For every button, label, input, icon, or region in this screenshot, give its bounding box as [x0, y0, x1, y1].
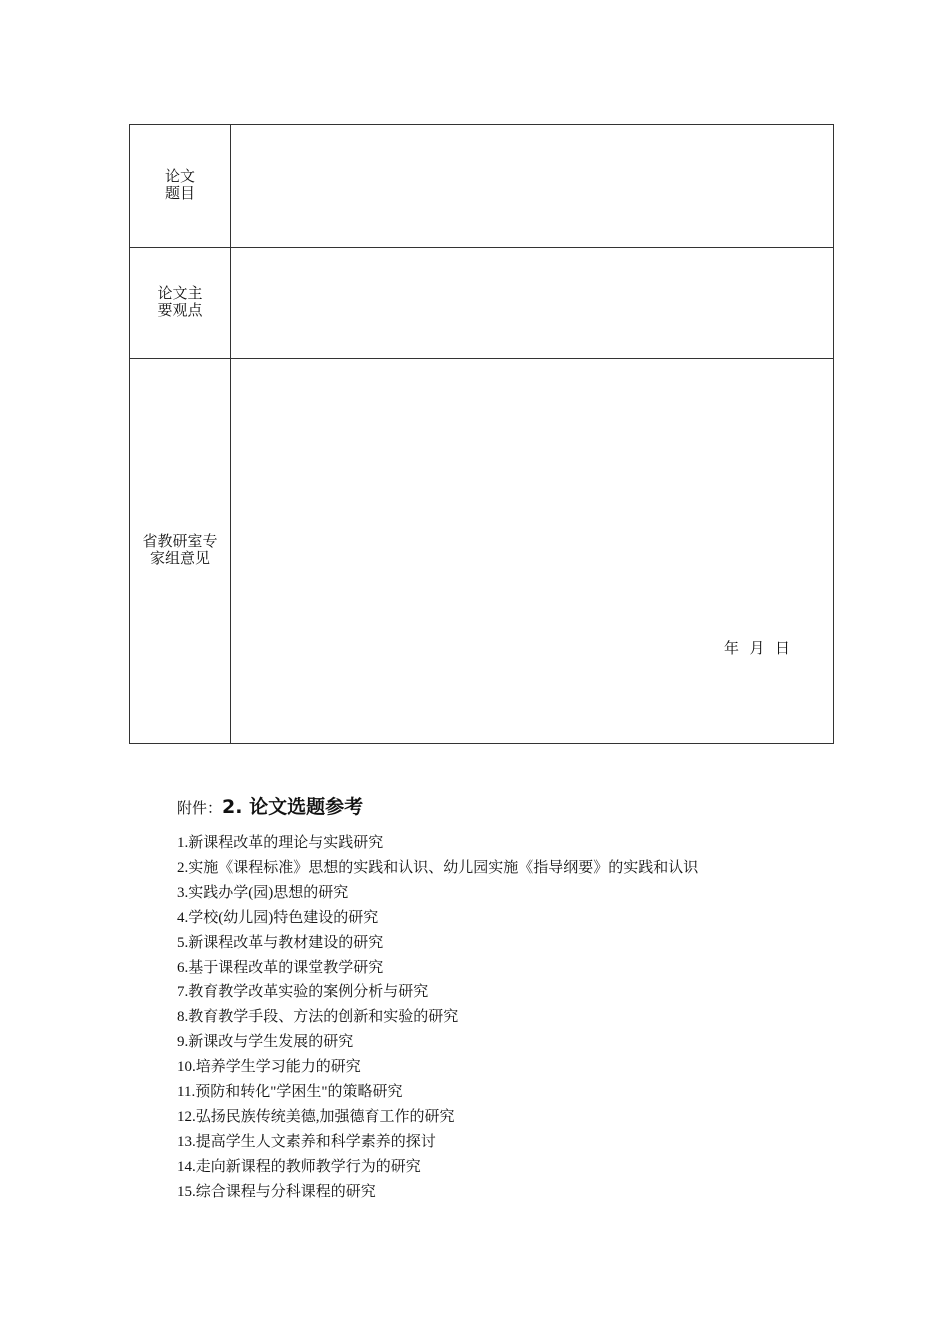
label-cell-title — [130, 125, 231, 248]
list-item: 13.提高学生人文素养和科学素养的探讨 — [177, 1133, 436, 1150]
field-paper-title[interactable] — [231, 125, 834, 248]
list-item: 4.学校(幼儿园)特色建设的研究 — [177, 909, 379, 926]
appendix-title: 2. 论文选题参考 — [222, 796, 364, 818]
appendix-heading — [177, 792, 877, 819]
list-item: 1.新课程改革的理论与实践研究 — [177, 835, 384, 851]
label-expert-opinion: 省教研室专家组意见 — [142, 534, 218, 567]
appendix-prefix: 附件： — [177, 801, 223, 817]
list-item: 12.弘扬民族传统美德,加强德育工作的研究 — [177, 1108, 455, 1125]
list-item: 8.教育教学手段、方法的创新和实验的研究 — [177, 1009, 459, 1026]
list-item: 10.培养学生学习能力的研究 — [177, 1059, 361, 1076]
submission-form-table — [129, 124, 834, 744]
form-row-expert-opinion — [130, 359, 834, 744]
list-item: 11.预防和转化"学困生"的策略研究 — [177, 1084, 403, 1101]
label-cell-expert-opinion — [130, 359, 231, 744]
form-row-main-points — [130, 248, 834, 359]
label-main-points: 论文主要观点 — [157, 286, 203, 319]
appendix-section — [177, 792, 877, 1205]
list-item: 14.走向新课程的教师教学行为的研究 — [177, 1158, 421, 1175]
label-cell-main-points — [130, 248, 231, 359]
list-item: 7.教育教学改革实验的案例分析与研究 — [177, 984, 429, 1001]
list-item: 2.实施《课程标准》思想的实践和认识、幼儿园实施《指导纲要》的实践和认识 — [177, 859, 699, 876]
list-item: 6.基于课程改革的课堂教学研究 — [177, 959, 384, 976]
list-item: 3.实践办学(园)思想的研究 — [177, 884, 349, 901]
list-item: 9.新课改与学生发展的研究 — [177, 1034, 354, 1051]
topic-list — [177, 831, 877, 1205]
form-row-title — [130, 125, 834, 248]
list-item: 15.综合课程与分科课程的研究 — [177, 1183, 376, 1200]
field-main-points[interactable] — [231, 248, 834, 359]
date-line: 年 月 日 — [723, 641, 791, 657]
label-paper-title: 论文题目 — [164, 169, 195, 202]
field-expert-opinion[interactable] — [231, 359, 834, 744]
list-item: 5.新课程改革与教材建设的研究 — [177, 934, 384, 951]
